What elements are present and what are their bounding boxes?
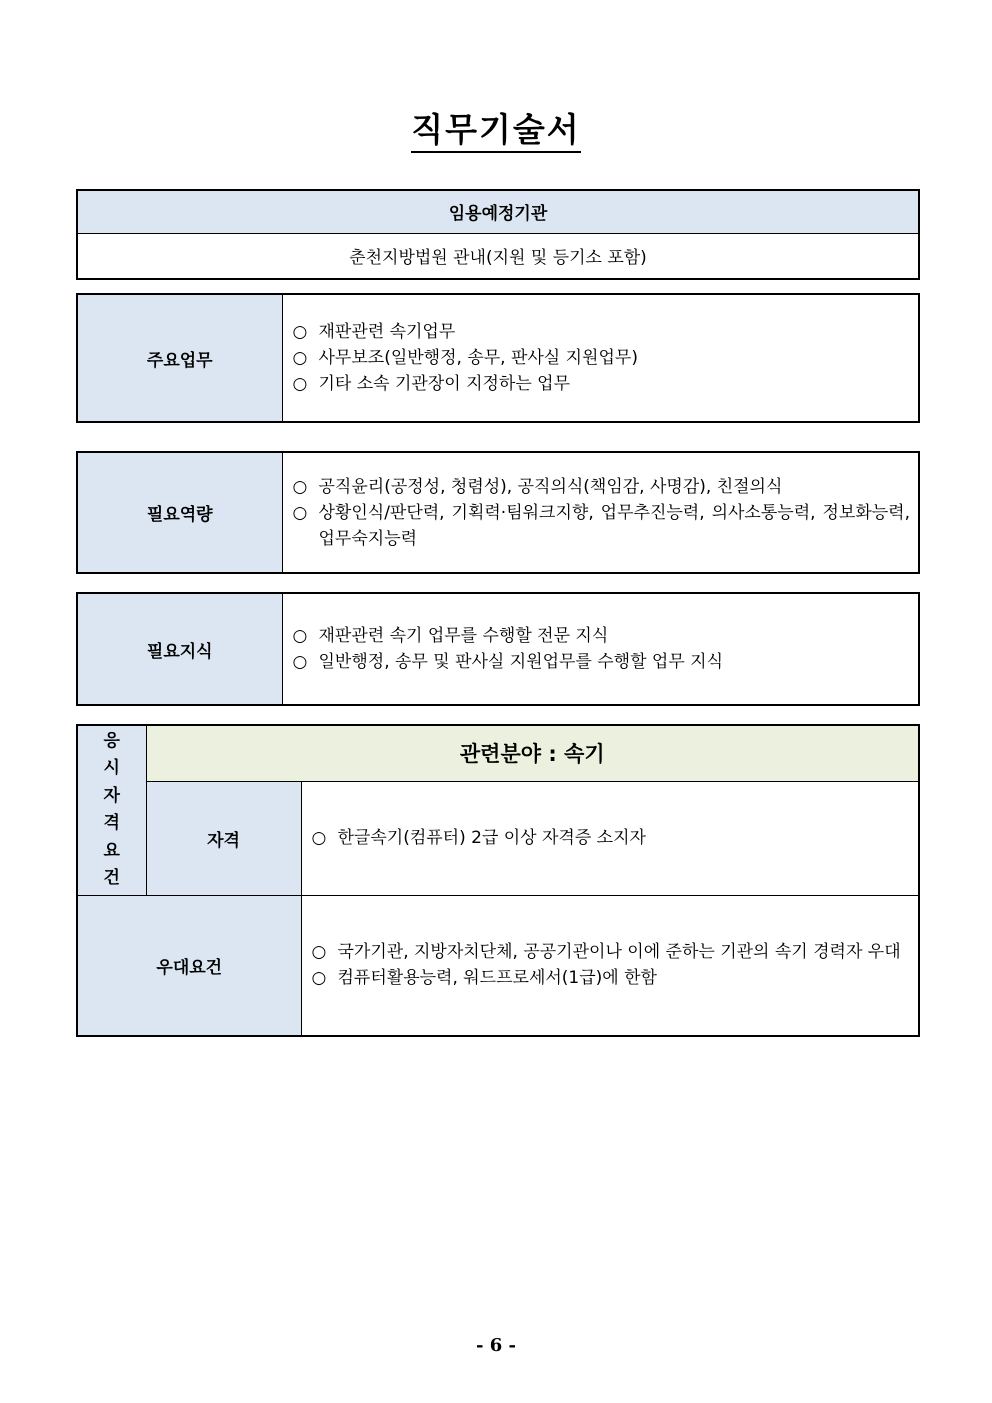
circle-bullet-icon: ○ xyxy=(292,322,308,342)
list-item-text: 일반행정, 송무 및 판사실 지원업무를 수행할 업무 지식 xyxy=(318,652,724,672)
competencies-label: 필요역량 xyxy=(77,452,282,573)
document-title: 직무기술서 xyxy=(411,110,580,153)
list-item-text: 한글속기(컴퓨터) 2급 이상 자격증 소지자 xyxy=(337,828,646,848)
qualification-label: 자격 xyxy=(146,781,301,895)
list-item-text: 상황인식/판단력, 기획력·팀워크지향, 업무추진능력, 의사소통능력, 정보화능력, 업무숙지능력 xyxy=(318,502,910,549)
list-item-text: 재판관련 속기업무 xyxy=(318,322,456,342)
list-item xyxy=(293,371,911,397)
side-label-char: 응 xyxy=(103,730,120,751)
requirements-side-label xyxy=(77,725,146,895)
list-item-text: 재판관련 속기 업무를 수행할 전문 지식 xyxy=(318,626,609,646)
circle-bullet-icon: ○ xyxy=(292,476,308,497)
list-item xyxy=(312,965,911,991)
side-label-char: 격 xyxy=(103,813,120,834)
competencies-table xyxy=(76,451,920,574)
main-duties-label: 주요업무 xyxy=(77,294,282,422)
circle-bullet-icon: ○ xyxy=(292,374,308,394)
circle-bullet-icon: ○ xyxy=(311,828,327,848)
preference-list xyxy=(301,895,919,1036)
circle-bullet-icon: ○ xyxy=(292,626,308,646)
circle-bullet-icon: ○ xyxy=(292,502,308,523)
list-item-text: 국가기관, 지방자치단체, 공공기관이나 이에 준하는 기관의 속기 경력자 우대 xyxy=(337,942,901,963)
institution-value: 춘천지방법원 관내(지원 및 등기소 포함) xyxy=(77,233,919,279)
side-label-char: 건 xyxy=(103,868,120,889)
main-duties-list xyxy=(282,294,919,422)
preference-label: 우대요건 xyxy=(77,895,301,1036)
side-label-char: 시 xyxy=(103,758,120,779)
list-item xyxy=(293,623,911,649)
competencies-list xyxy=(282,452,919,573)
list-item-text: 컴퓨터활용능력, 워드프로세서(1급)에 한함 xyxy=(337,968,657,989)
list-item xyxy=(312,825,911,851)
requirements-table xyxy=(76,724,920,1037)
list-item xyxy=(293,649,911,675)
page-number: - 6 - xyxy=(476,1335,516,1356)
knowledge-table xyxy=(76,592,920,706)
list-item xyxy=(293,474,911,500)
list-item xyxy=(293,345,911,371)
circle-bullet-icon: ○ xyxy=(311,942,327,963)
circle-bullet-icon: ○ xyxy=(292,348,308,368)
related-field-header: 관련분야 : 속기 xyxy=(146,725,919,781)
institution-table xyxy=(76,189,920,280)
list-item xyxy=(312,939,911,965)
list-item-text: 기타 소속 기관장이 지정하는 업무 xyxy=(318,374,571,394)
document-title-wrap xyxy=(0,104,992,151)
list-item xyxy=(293,500,911,552)
circle-bullet-icon: ○ xyxy=(292,652,308,672)
side-label-char: 요 xyxy=(103,840,120,861)
qualification-list xyxy=(301,781,919,895)
main-duties-table xyxy=(76,293,920,423)
list-item-text: 공직윤리(공정성, 청렴성), 공직의식(책임감, 사명감), 친절의식 xyxy=(318,476,783,497)
knowledge-list xyxy=(282,593,919,705)
circle-bullet-icon: ○ xyxy=(311,968,327,989)
knowledge-label: 필요지식 xyxy=(77,593,282,705)
institution-header: 임용예정기관 xyxy=(77,190,919,233)
list-item xyxy=(293,319,911,345)
list-item-text: 사무보조(일반행정, 송무, 판사실 지원업무) xyxy=(318,348,638,368)
side-label-char: 자 xyxy=(103,785,120,806)
